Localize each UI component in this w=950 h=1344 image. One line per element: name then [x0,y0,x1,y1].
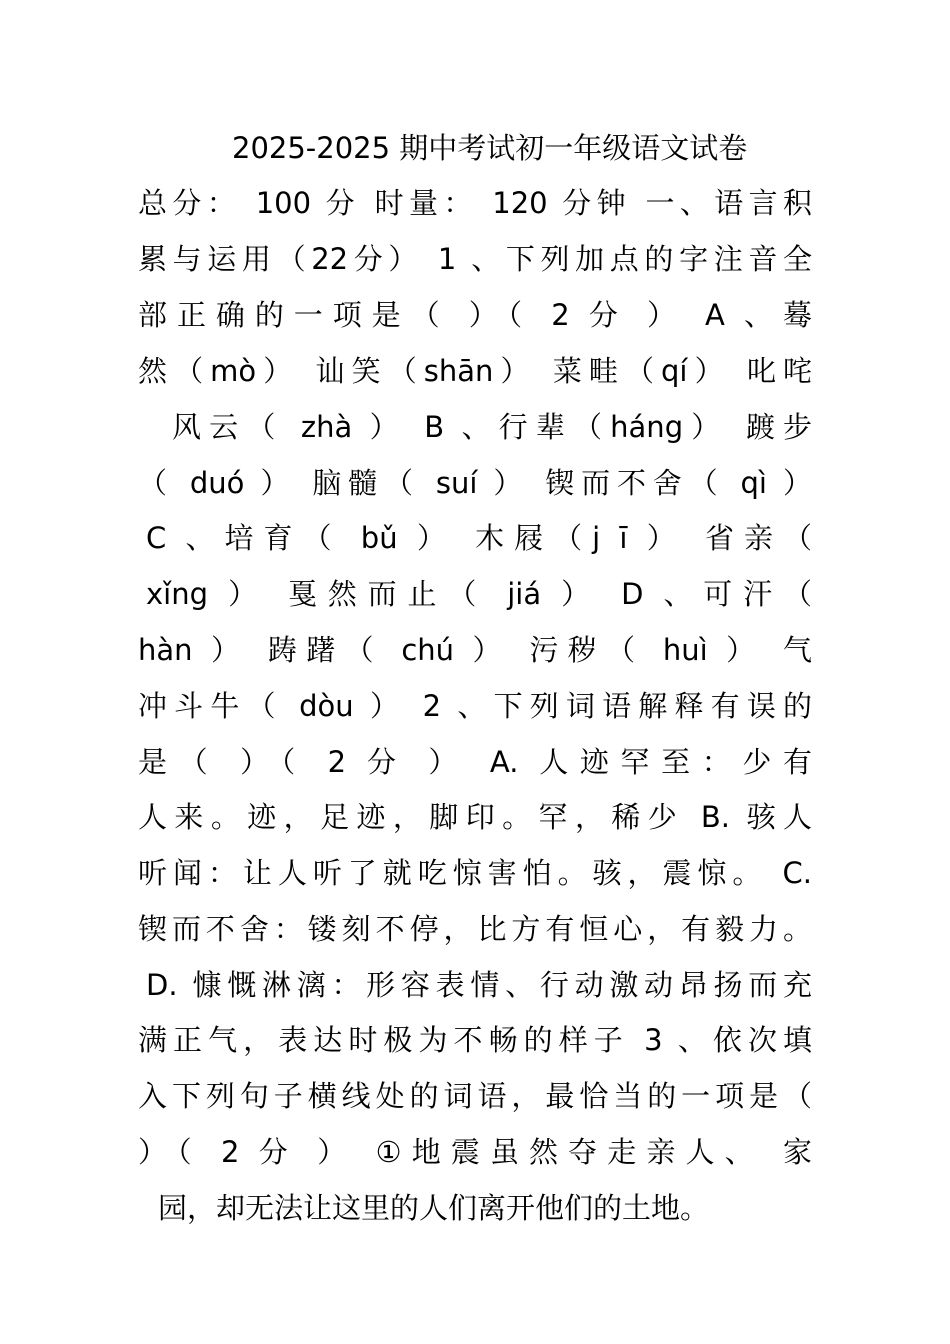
text-line-16: 满正气，表达时极为不畅的样子 3 、依次填 [138,1023,812,1057]
text-line-9: hàn ） 踌躇（ chú ） 污秽（ huì ） 气 [138,633,812,667]
text-line-18: ）（ 2 分 ） ①地震虽然夺走亲人、 家 [138,1135,812,1169]
text-line-10: 冲斗牛（ dòu ） 2 、下列词语解释有误的 [138,689,812,723]
text-line-7: C 、培育（ bǔ ） 木屐（j ī ） 省亲（ [146,521,812,555]
text-line-3: 部正确的一项是（ ）（ 2 分 ） A 、蓦 [138,298,812,332]
text-line-19: 园，却无法让这里的人们离开他们的土地。 [158,1191,710,1225]
text-line-6: （ duó ） 脑髓（ suí ） 锲而不舍（ qì ） [138,466,812,500]
text-line-17: 入下列句子横线处的词语，最恰当的一项是（ [138,1079,812,1113]
text-line-14: 锲而不舍：镂刻不停，比方有恒心，有毅力。 [138,912,812,946]
text-line-13: 听闻：让人听了就吃惊害怕。骇，震惊。 C. [138,856,812,890]
text-line-8: xǐng ） 戛然而止（ jiá ） D 、可汗（ [146,577,812,611]
text-line-15: D. 慷慨淋漓：形容表情、行动激动昂扬而充 [146,968,812,1002]
text-line-5: 风云（ zhà ） B 、行辈（háng） 踱步 [172,410,812,444]
text-line-4: 然（mò） 讪笑（shān） 菜畦（qí） 叱咤 [138,354,812,388]
text-line-1: 总分： 100 分 时量： 120 分钟 一、语言积 [138,186,812,220]
text-line-12: 人来。迹，足迹，脚印。罕，稀少 B. 骇人 [138,800,812,834]
text-line-11: 是（ ）（ 2 分 ） A. 人迹罕至：少有 [138,745,812,779]
text-line-2: 累与运用（22分） 1 、下列加点的字注音全 [138,242,812,276]
exam-title: 2025-2025 期中考试初一年级语文试卷 [232,131,748,165]
